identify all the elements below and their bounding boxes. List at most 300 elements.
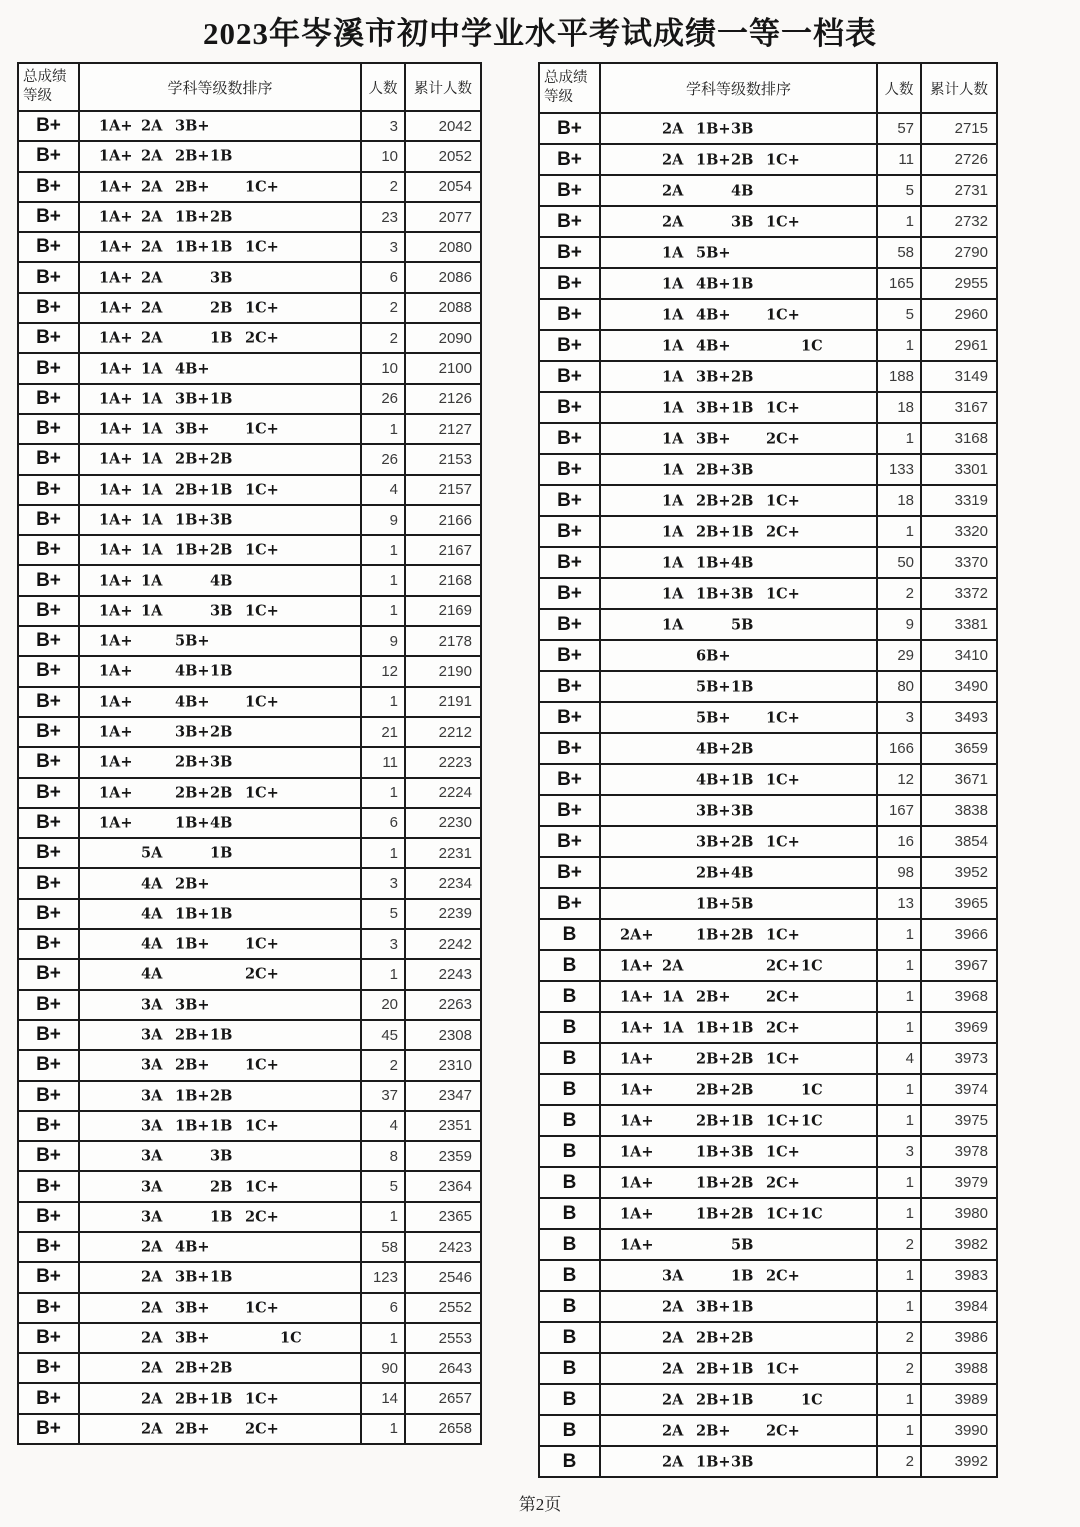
count-cell: 166 <box>878 734 922 763</box>
count-cell: 2 <box>362 294 406 322</box>
subject-order-cell <box>80 415 362 443</box>
total-grade-cell: B+ <box>19 748 80 776</box>
count-cell: 11 <box>878 145 922 174</box>
total-grade-cell: B+ <box>19 566 80 594</box>
count-cell: 5 <box>878 300 922 329</box>
cumulative-cell: 2263 <box>438 996 472 1014</box>
grade-token: 1B <box>731 523 754 540</box>
cumulative-cell: 2239 <box>438 905 472 923</box>
grade-token: 5B+ <box>696 244 731 261</box>
subject-order-cell <box>601 920 878 949</box>
grade-token: 1B+ <box>696 895 731 912</box>
grade-token: 1B+ <box>696 1174 731 1191</box>
grade-token: 1A <box>662 430 684 447</box>
table-row <box>19 1019 480 1049</box>
grade-token: 2B+ <box>175 1056 210 1074</box>
cumulative-cell: 2157 <box>438 481 472 499</box>
grade-token: 1B <box>210 1390 233 1408</box>
grade-token: 4A <box>141 905 163 923</box>
grade-token: 1A+ <box>99 511 133 529</box>
grade-token: 3B <box>731 802 754 819</box>
grade-token: 2B+ <box>696 461 731 478</box>
grade-token: 1B <box>210 844 233 862</box>
grade-token: 1C+ <box>766 151 800 168</box>
grade-token: 3B <box>731 461 754 478</box>
subject-order-cell <box>601 1447 878 1476</box>
grade-token: 1A+ <box>99 299 133 317</box>
table-row <box>540 484 996 515</box>
total-grade-cell: B+ <box>540 331 601 360</box>
subject-order-cell <box>601 1323 878 1352</box>
count-cell: 188 <box>878 362 922 391</box>
total-grade-cell: B+ <box>19 112 80 140</box>
grade-token: 1B+ <box>175 208 210 226</box>
grade-token: 3B+ <box>696 802 731 819</box>
table-row <box>540 143 996 174</box>
count-cell: 2 <box>878 1447 922 1476</box>
total-grade-cell: B+ <box>19 688 80 716</box>
table-row <box>540 1042 996 1073</box>
grade-token: 6B+ <box>696 647 731 664</box>
table-row <box>540 1414 996 1445</box>
grade-token: 2B <box>210 1359 233 1377</box>
header-count: 人数 <box>878 64 922 112</box>
count-cell: 57 <box>878 114 922 143</box>
subject-order-cell <box>601 1292 878 1321</box>
grade-token: 1B <box>731 1360 754 1377</box>
grade-token: 1B+ <box>696 120 731 137</box>
count-cell: 1 <box>362 597 406 625</box>
grade-token: 1B <box>731 1112 754 1129</box>
table-row <box>540 298 996 329</box>
subject-order-cell <box>601 1354 878 1383</box>
table-row <box>19 928 480 958</box>
table-row <box>19 898 480 928</box>
total-grade-cell: B+ <box>540 858 601 887</box>
total-grade-cell: B <box>540 1013 601 1042</box>
count-cell: 2 <box>878 1230 922 1259</box>
table-row <box>540 1073 996 1104</box>
grade-token: 3A <box>141 996 163 1014</box>
grade-token: 2B <box>210 723 233 741</box>
total-grade-cell: B+ <box>540 765 601 794</box>
count-cell: 1 <box>362 839 406 867</box>
grade-token: 4A <box>141 935 163 953</box>
count-cell: 6 <box>362 809 406 837</box>
cumulative-cell: 2310 <box>438 1056 472 1074</box>
table-row <box>540 1011 996 1042</box>
grade-token: 1C <box>801 957 823 974</box>
grade-token: 1B <box>731 1298 754 1315</box>
total-grade-cell: B <box>540 1292 601 1321</box>
grade-token: 1C+ <box>245 420 279 438</box>
subject-order-cell <box>80 1354 362 1382</box>
cumulative-cell: 2731 <box>954 182 988 199</box>
subject-order-cell <box>601 1168 878 1197</box>
subject-order-cell <box>601 951 878 980</box>
grade-token: 4B <box>731 182 754 199</box>
count-cell: 37 <box>362 1082 406 1110</box>
count-cell: 5 <box>362 1172 406 1200</box>
grade-token: 2B <box>731 151 754 168</box>
total-grade-cell: B+ <box>540 579 601 608</box>
subject-order-cell <box>80 1112 362 1140</box>
grade-token: 1B+ <box>696 1205 731 1222</box>
grade-token: 1C+ <box>766 1143 800 1160</box>
grade-token: 2B+ <box>696 1360 731 1377</box>
total-grade-cell: B+ <box>540 455 601 484</box>
total-grade-cell: B+ <box>19 445 80 473</box>
grade-token: 2B <box>731 1050 754 1067</box>
header-count: 人数 <box>362 64 406 110</box>
grade-token: 3B <box>210 602 233 620</box>
subject-order-cell <box>80 960 362 988</box>
total-grade-cell: B <box>540 1168 601 1197</box>
count-cell: 1 <box>878 982 922 1011</box>
grade-token: 3B+ <box>175 1329 210 1347</box>
grade-token: 4B <box>731 554 754 571</box>
grade-token: 2B <box>731 492 754 509</box>
table-row <box>19 1352 480 1382</box>
grade-token: 1A+ <box>99 662 133 680</box>
total-grade-cell: B+ <box>540 393 601 422</box>
subject-order-cell <box>601 579 878 608</box>
grade-token: 2A <box>141 1238 163 1256</box>
grade-token: 1C+ <box>766 492 800 509</box>
grade-token: 1B+ <box>175 541 210 559</box>
grade-token: 1A+ <box>99 238 133 256</box>
cumulative-cell: 2167 <box>438 541 472 559</box>
table-row <box>540 670 996 701</box>
total-grade-cell: B+ <box>19 1142 80 1170</box>
grade-token: 3B <box>210 269 233 287</box>
results-table-right <box>538 62 998 1478</box>
subject-order-cell <box>80 1294 362 1322</box>
table-row <box>19 655 480 685</box>
grade-token: 1A <box>141 390 163 408</box>
cumulative-cell: 2178 <box>438 632 472 650</box>
count-cell: 1 <box>878 207 922 236</box>
subject-order-cell <box>601 1013 878 1042</box>
grade-token: 1C+ <box>766 306 800 323</box>
grade-token: 4B <box>210 814 233 832</box>
grade-token: 4A <box>141 875 163 893</box>
table-row <box>540 546 996 577</box>
grade-token: 1A <box>141 420 163 438</box>
table-row <box>540 329 996 360</box>
grade-token: 2B+ <box>175 178 210 196</box>
cumulative-cell: 2052 <box>438 147 472 165</box>
total-grade-cell: B+ <box>19 1324 80 1352</box>
subject-order-cell <box>80 1384 362 1412</box>
total-grade-cell: B+ <box>19 839 80 867</box>
count-cell: 1 <box>362 1415 406 1443</box>
cumulative-cell: 3659 <box>954 740 988 757</box>
grade-token: 3A <box>141 1087 163 1105</box>
table-row <box>19 1080 480 1110</box>
grade-token: 2B <box>210 450 233 468</box>
subject-order-cell <box>80 263 362 291</box>
grade-token: 2C+ <box>766 1267 800 1284</box>
table-row <box>540 174 996 205</box>
grade-token: 2B+ <box>696 1081 731 1098</box>
subject-order-cell <box>80 1021 362 1049</box>
header-total-grade <box>540 64 601 112</box>
subject-order-cell <box>80 869 362 897</box>
total-grade-cell: B <box>540 1323 601 1352</box>
grade-token: 1A <box>141 541 163 559</box>
count-cell: 26 <box>362 385 406 413</box>
subject-order-cell <box>601 703 878 732</box>
grade-token: 1A+ <box>620 1143 654 1160</box>
cumulative-cell: 2054 <box>438 178 472 196</box>
total-grade-cell: B <box>540 1354 601 1383</box>
table-row <box>540 701 996 732</box>
table-row <box>19 837 480 867</box>
grade-token: 1A <box>662 368 684 385</box>
subject-order-cell <box>601 114 878 143</box>
total-grade-cell: B+ <box>540 424 601 453</box>
count-cell: 4 <box>878 1044 922 1073</box>
table-header-row <box>19 64 480 110</box>
count-cell: 3 <box>878 1137 922 1166</box>
count-cell: 18 <box>878 486 922 515</box>
subject-order-cell <box>80 1263 362 1291</box>
grade-token: 1A <box>662 616 684 633</box>
cumulative-cell: 2153 <box>438 450 472 468</box>
total-grade-cell: B+ <box>540 517 601 546</box>
total-grade-cell: B+ <box>19 597 80 625</box>
table-row <box>540 267 996 298</box>
cumulative-cell: 2231 <box>438 844 472 862</box>
total-grade-cell: B+ <box>540 672 601 701</box>
count-cell: 3 <box>362 233 406 261</box>
table-row <box>19 292 480 322</box>
count-cell: 1 <box>878 1168 922 1197</box>
cumulative-cell: 3301 <box>954 461 988 478</box>
cumulative-cell: 2190 <box>438 662 472 680</box>
subject-order-cell <box>601 145 878 174</box>
count-cell: 9 <box>362 506 406 534</box>
grade-token: 1A <box>141 360 163 378</box>
cumulative-cell: 2308 <box>438 1026 472 1044</box>
subject-order-cell <box>601 1044 878 1073</box>
grade-token: 1B+ <box>696 926 731 943</box>
total-grade-cell: B <box>540 1075 601 1104</box>
grade-token: 2B+ <box>175 784 210 802</box>
cumulative-cell: 2242 <box>438 935 472 953</box>
total-grade-cell: B+ <box>19 354 80 382</box>
grade-token: 2B+ <box>696 1422 731 1439</box>
grade-token: 1B <box>210 1117 233 1135</box>
grade-token: 2A <box>141 1329 163 1347</box>
grade-token: 1C+ <box>245 1178 279 1196</box>
grade-token: 2B+ <box>696 492 731 509</box>
subject-order-cell <box>80 779 362 807</box>
table-row <box>540 360 996 391</box>
cumulative-cell: 2347 <box>438 1087 472 1105</box>
count-cell: 11 <box>362 748 406 776</box>
grade-token: 1A+ <box>99 481 133 499</box>
subject-order-cell <box>601 548 878 577</box>
subject-order-cell <box>601 858 878 887</box>
cumulative-cell: 3968 <box>954 988 988 1005</box>
count-cell: 133 <box>878 455 922 484</box>
grade-token: 3B+ <box>696 430 731 447</box>
cumulative-cell: 2790 <box>954 244 988 261</box>
grade-token: 2B <box>731 368 754 385</box>
cumulative-cell: 2359 <box>438 1147 472 1165</box>
grade-token: 1A <box>662 399 684 416</box>
table-row <box>540 639 996 670</box>
table-row <box>19 474 480 504</box>
grade-token: 1C <box>801 1081 823 1098</box>
grade-token: 1A+ <box>99 541 133 559</box>
cumulative-cell: 3952 <box>954 864 988 881</box>
total-grade-cell: B+ <box>540 734 601 763</box>
total-grade-cell: B+ <box>19 960 80 988</box>
total-grade-cell: B+ <box>19 1233 80 1261</box>
subject-order-cell <box>601 1261 878 1290</box>
grade-token: 1B <box>210 147 233 165</box>
total-grade-cell: B+ <box>19 263 80 291</box>
grade-token: 3B+ <box>175 390 210 408</box>
grade-token: 1A <box>662 554 684 571</box>
cumulative-cell: 2042 <box>438 117 472 135</box>
total-grade-cell: B <box>540 982 601 1011</box>
grade-token: 2A <box>141 269 163 287</box>
grade-token: 1B+ <box>175 905 210 923</box>
subject-order-cell <box>601 269 878 298</box>
table-row <box>540 577 996 608</box>
grade-token: 2B <box>210 784 233 802</box>
subject-order-cell <box>601 827 878 856</box>
grade-token: 1B <box>731 678 754 695</box>
grade-token: 2A <box>141 1268 163 1286</box>
grade-token: 1A+ <box>620 1050 654 1067</box>
count-cell: 3 <box>878 703 922 732</box>
grade-token: 3A <box>141 1208 163 1226</box>
table-row <box>540 1352 996 1383</box>
count-cell: 3 <box>362 869 406 897</box>
total-grade-cell: B+ <box>19 506 80 534</box>
grade-token: 2A <box>662 1453 684 1470</box>
cumulative-cell: 2080 <box>438 238 472 256</box>
grade-token: 1A+ <box>620 1112 654 1129</box>
table-body <box>540 112 996 1476</box>
table-row <box>540 1104 996 1135</box>
count-cell: 1 <box>878 1292 922 1321</box>
grade-token: 1C <box>280 1329 302 1347</box>
subject-order-cell <box>80 1203 362 1231</box>
grade-token: 3B+ <box>696 1298 731 1315</box>
grade-token: 2C+ <box>245 965 279 983</box>
grade-token: 1C+ <box>766 585 800 602</box>
cumulative-cell: 2088 <box>438 299 472 317</box>
cumulative-cell: 3370 <box>954 554 988 571</box>
grade-token: 4B+ <box>696 306 731 323</box>
total-grade-cell: B+ <box>540 796 601 825</box>
grade-token: 1B+ <box>696 554 731 571</box>
table-row <box>540 949 996 980</box>
grade-token: 2C+ <box>245 329 279 347</box>
grade-token: 3B+ <box>696 833 731 850</box>
count-cell: 14 <box>362 1384 406 1412</box>
subject-order-cell <box>601 1106 878 1135</box>
total-grade-cell: B+ <box>540 238 601 267</box>
subject-order-cell <box>80 657 362 685</box>
subject-order-cell <box>80 930 362 958</box>
total-grade-cell: B+ <box>19 1415 80 1443</box>
grade-token: 1A+ <box>99 390 133 408</box>
grade-token: 3B+ <box>175 420 210 438</box>
grade-token: 2C+ <box>766 1422 800 1439</box>
grade-token: 1A+ <box>99 208 133 226</box>
table-row <box>19 352 480 382</box>
table-row <box>19 504 480 534</box>
header-total-grade-line1: 总成绩 <box>23 69 67 86</box>
grade-token: 4B+ <box>696 337 731 354</box>
subject-order-cell <box>601 455 878 484</box>
total-grade-cell: B+ <box>540 610 601 639</box>
total-grade-cell: B+ <box>540 300 601 329</box>
total-grade-cell: B+ <box>540 269 601 298</box>
grade-token: 1B+ <box>175 238 210 256</box>
grade-token: 1C+ <box>245 238 279 256</box>
grade-token: 1A+ <box>99 178 133 196</box>
table-row <box>19 322 480 352</box>
table-row <box>540 887 996 918</box>
grade-token: 2A <box>662 957 684 974</box>
table-row <box>540 1290 996 1321</box>
table-row <box>19 777 480 807</box>
table-row <box>540 1166 996 1197</box>
subject-order-cell <box>601 765 878 794</box>
grade-token: 3B+ <box>175 1268 210 1286</box>
count-cell: 12 <box>878 765 922 794</box>
total-grade-cell: B+ <box>19 294 80 322</box>
table-row <box>19 261 480 291</box>
cumulative-cell: 2100 <box>438 360 472 378</box>
grade-token: 3B+ <box>175 117 210 135</box>
grade-token: 1C+ <box>766 709 800 726</box>
cumulative-cell: 3838 <box>954 802 988 819</box>
count-cell: 1 <box>362 779 406 807</box>
grade-token: 2B <box>210 208 233 226</box>
cumulative-cell: 2191 <box>438 693 472 711</box>
grade-token: 1A+ <box>620 1174 654 1191</box>
total-grade-cell: B+ <box>19 627 80 655</box>
grade-token: 1A <box>662 585 684 602</box>
count-cell: 8 <box>362 1142 406 1170</box>
grade-token: 1A <box>662 244 684 261</box>
total-grade-cell: B+ <box>540 207 601 236</box>
grade-token: 5B <box>731 895 754 912</box>
table-row <box>540 794 996 825</box>
header-total-grade-line2: 等级 <box>23 88 52 104</box>
grade-token: 1C+ <box>245 299 279 317</box>
grade-token: 2A <box>662 213 684 230</box>
grade-token: 1A+ <box>99 572 133 590</box>
count-cell: 1 <box>362 688 406 716</box>
grade-token: 1A+ <box>99 147 133 165</box>
count-cell: 45 <box>362 1021 406 1049</box>
grade-token: 2A <box>662 182 684 199</box>
subject-order-cell <box>80 294 362 322</box>
grade-token: 1A+ <box>99 420 133 438</box>
grade-token: 2A <box>662 1298 684 1315</box>
count-cell: 123 <box>362 1263 406 1291</box>
